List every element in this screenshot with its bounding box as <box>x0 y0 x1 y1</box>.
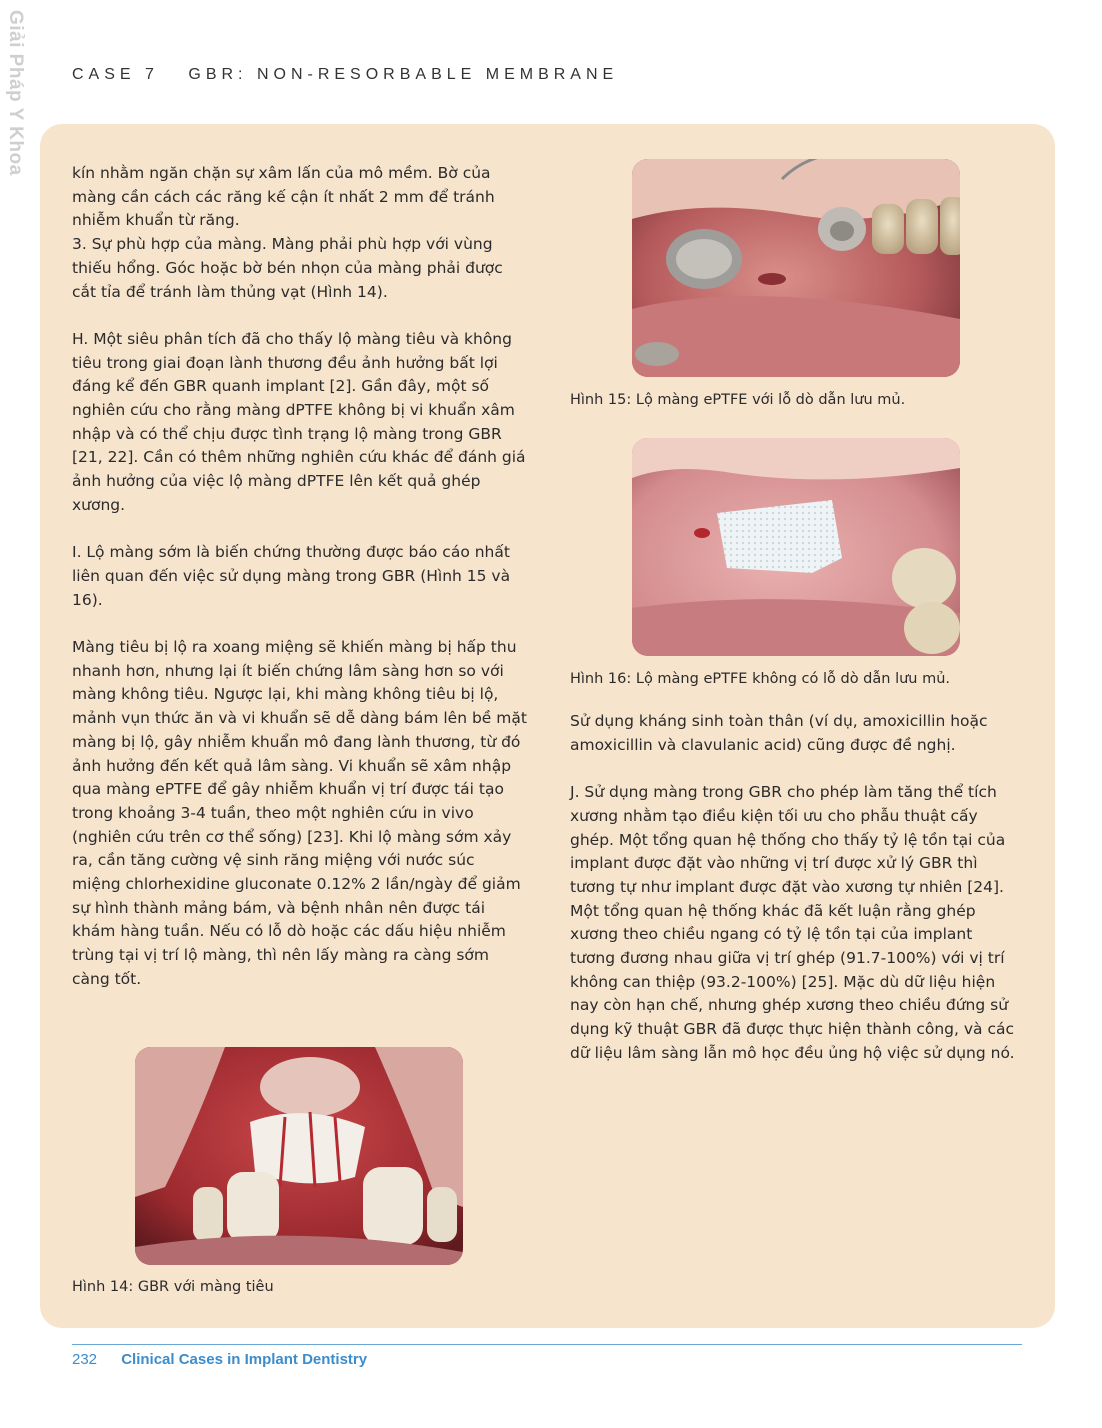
book-title: Clinical Cases in Implant Dentistry <box>121 1351 368 1368</box>
figure-16-photo <box>632 438 960 656</box>
figure-15-photo <box>632 159 960 377</box>
paragraph-h: H. Một siêu phân tích đã cho thấy lộ màng tiêu và không tiêu trong giai đoạn lành thương đều ảnh hưởng bất lợi đáng kể đến GBR quanh implant [2]. Gần đây, một số nghiên cứu cho rằng màng dPTFE không bị vi khuẩn xâm nhập và có thể chịu được tình trạng lộ màng trong GBR [21, 22]. Cần có thêm những nghiên cứu khác để đánh giá ảnh hưởng của việc lộ màng dPTFE lên kết quả ghép xương. <box>72 329 526 514</box>
footer-rule <box>72 1344 1022 1345</box>
paragraph-exposure: Màng tiêu bị lộ ra xoang miệng sẽ khiến màng bị hấp thu nhanh hơn, nhưng lại ít biến chứng lâm sàng hơn so với màng không tiêu. Ngược lại, khi màng không tiêu bị lộ, mảnh vụn thức ăn và vi khuẩn sẽ dễ dàng bám lên bề mặt màng bị lộ, gây nhiễm khuẩn mô đang lành thương, từ đó ảnh hưởng đến kết quả lâm sàng. Vi khuẩn sẽ xâm nhập qua màng ePTFE để gây nhiễm khuẩn vị trí được tái tạo trong khoảng 3-4 tuần, theo một nghiên cứu in vivo (nghiên cứu trên cơ thể sống) [23]. Khi lộ màng sớm xảy ra, cần tăng cường vệ sinh răng miệng với nước súc miệng chlorhexidine gluconate 0.12% 2 lần/ngày để giảm sự hình thành mảng bám, và bệnh nhân nên được tái khám hàng tuần. Nếu có lỗ dò hoặc các dấu hiệu nhiễm trùng tại vị trí lộ màng, thì nên lấy màng ra càng sớm càng tốt. <box>72 638 527 988</box>
watermark: Giải Pháp Y Khoa <box>5 10 26 176</box>
paragraph-i: I. Lộ màng sớm là biến chứng thường được báo cáo nhất liên quan đến việc sử dụng màng trong GBR (Hình 15 và 16). <box>72 543 511 609</box>
footer <box>72 1351 367 1368</box>
section-title: GBR: NON-RESORBABLE MEMBRANE <box>188 66 619 83</box>
figure-14-caption: Hình 14: GBR với màng tiêu <box>72 1279 274 1295</box>
left-column <box>72 162 527 1015</box>
figure-15-caption: Hình 15: Lộ màng ePTFE với lỗ dò dẫn lưu mủ. <box>570 392 906 408</box>
paragraph-j: J. Sử dụng màng trong GBR cho phép làm tăng thể tích xương nhằm tạo điều kiện tối ưu cho phẫu thuật cấy ghép. Một tổng quan hệ thống cho thấy tỷ lệ tồn tại của implant được đặt vào những vị trí được xử lý GBR thì tương tự như implant được đặt vào xương tự nhiên [24]. Một tổng quan hệ thống khác đã kết luận rằng ghép xương theo chiều ngang có tỷ lệ tồn tại của implant tương đương nhau giữa vị trí ghép (91.7-100%) với vị trí không can thiệp (93.2-100%) [25]. Mặc dù dữ liệu hiện nay còn hạn chế, nhưng ghép xương theo chiều đứng sử dụng kỹ thuật GBR đã được thực hiện thành công, và các dữ liệu lâm sàng lẫn mô học đều ủng hộ việc sử dụng nó. <box>570 783 1015 1062</box>
page-number: 232 <box>72 1351 98 1368</box>
paragraph-antibiotics: Sử dụng kháng sinh toàn thân (ví dụ, amoxicillin hoặc amoxicillin và clavulanic acid) cũng được đề nghị. <box>570 712 988 754</box>
case-label: CASE 7 <box>72 66 159 83</box>
right-column <box>570 710 1020 1089</box>
running-head <box>72 66 618 84</box>
figure-16-caption: Hình 16: Lộ màng ePTFE không có lỗ dò dẫn lưu mủ. <box>570 671 951 687</box>
paragraph-membrane-fit: kín nhằm ngăn chặn sự xâm lấn của mô mềm. Bờ của màng cần cách các răng kế cận ít nhất 2 mm để tránh nhiễm khuẩn từ răng. 3. Sự phù hợp của màng. Màng phải phù hợp với vùng thiếu hổng. Góc hoặc bờ bén nhọn của màng phải được cắt tỉa để tránh làm thủng vạt (Hình 14). <box>72 164 503 301</box>
figure-14-photo <box>135 1047 463 1265</box>
